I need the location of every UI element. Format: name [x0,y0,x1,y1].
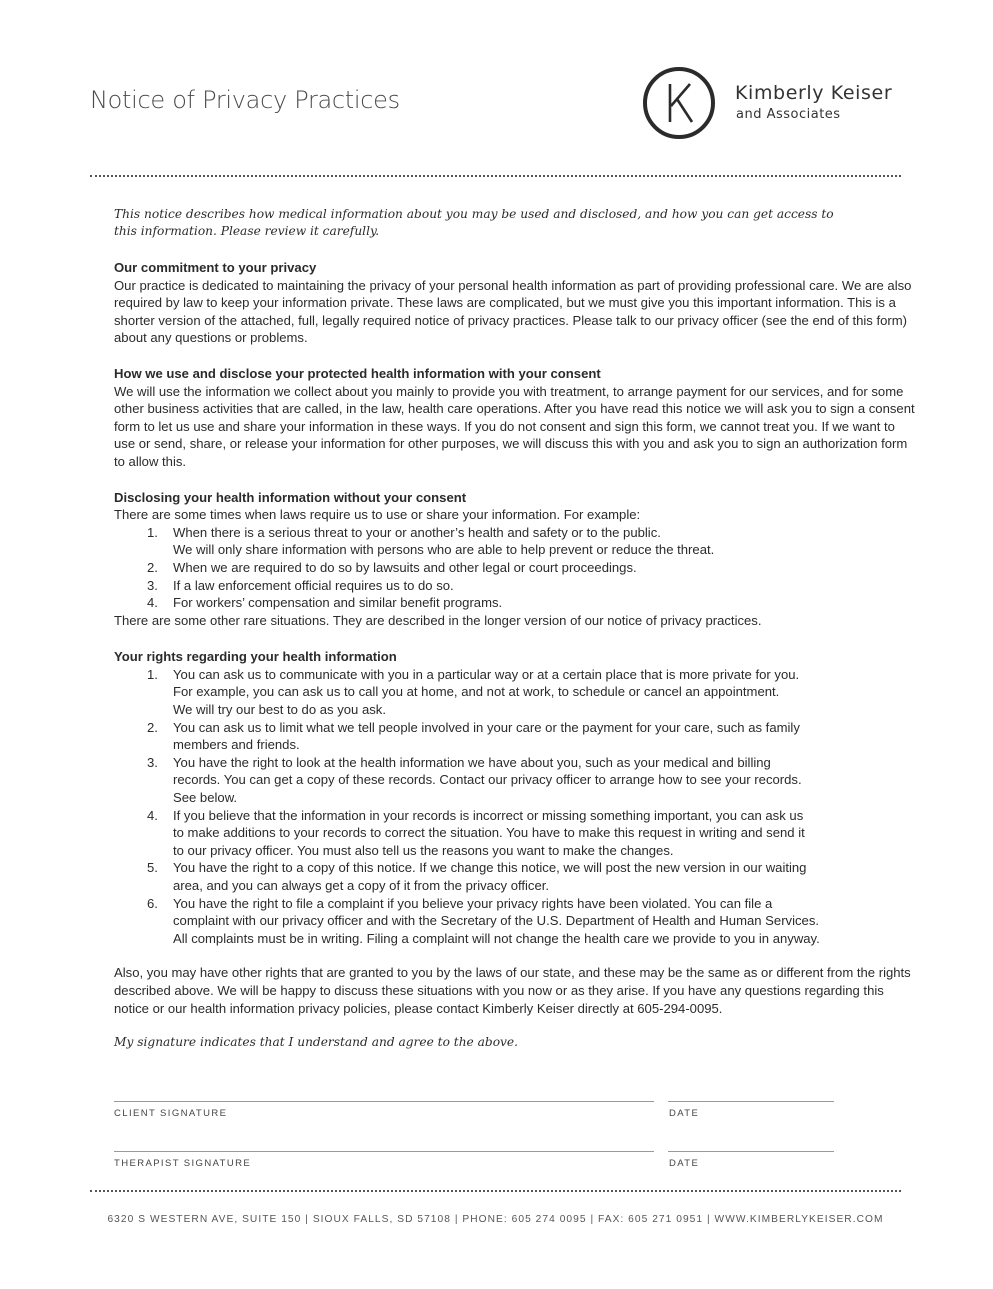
disclosure-list [114,524,919,612]
list-line: complaint with our privacy officer and with the Secretary of the U.S. Department of Health and Human Services. [173,913,820,929]
therapist-date-label: DATE [669,1158,700,1169]
list-line: All complaints must be in writing. Filing a complaint will not change the health care we provide to you in anyway. [173,930,820,946]
logo-subtitle: and Associates [736,107,841,122]
therapist-signature-line[interactable] [114,1151,654,1152]
intro-text: This notice describes how medical information about you may be used and disclosed, and how you can get access to this information. Please review it carefully. [114,207,834,238]
section-heading: How we use and disclose your protected health information with your consent [114,365,601,381]
section-rights [114,648,919,947]
client-signature-line[interactable] [114,1101,654,1102]
section-heading: Your rights regarding your health information [114,649,397,665]
list-number: 1. [147,524,158,540]
signature-note: My signature indicates that I understand and agree to the above. [114,1035,519,1050]
list-item [114,666,919,719]
section-heading: Our commitment to your privacy [114,260,317,275]
logo-k-icon [642,66,722,146]
list-item [114,719,919,754]
page-title: Notice of Privacy Practices [90,86,400,114]
section-heading: Disclosing your health information without your consent [114,489,467,505]
list-line: You have the right to file a complaint if you believe your privacy rights have been violated. You can file a [173,895,773,911]
list-line: members and friends. [173,737,300,753]
list-line: records. You can get a copy of these records. Contact our privacy officer to arrange how to see your records. [173,772,802,788]
list-number: 3. [147,577,158,593]
section-body: We will use the information we collect about you mainly to provide you with treatment, to arrange payment for our services, and for some other business activities that are called, in the law, health care operations. After you have read this notice we will ask you to sign a consent form to let us use and share your information in these ways. If you do not consent and sign this form, we cannot treat you. If we want to use or send, share, or release your information for other purposes, we will discuss this with you and ask you to sign an authorization form to allow this. [114,383,915,469]
list-line: If a law enforcement official requires us to do so. [173,577,454,593]
list-line: to our privacy officer. You must also tell us the reasons you want to make the changes. [173,842,674,858]
list-number: 2. [147,559,158,575]
list-line: When we are required to do so by lawsuits and other legal or court proceedings. [173,559,637,575]
list-line: For example, you can ask us to call you at home, and not at work, to schedule or cancel an appointment. [173,684,780,700]
list-number: 3. [147,754,158,770]
list-line: See below. [173,790,238,806]
closing-text: Also, you may have other rights that are granted to you by the laws of our state, and these may be the same as or different from the rights described above. We will be happy to discuss these situations with you now or as they arise. If you have any questions regarding this notice or our health information privacy policies, please contact Kimberly Keiser directly at 605-294-0095. [114,965,911,1016]
list-item [114,754,919,807]
list-item [114,859,919,894]
section-commitment [114,259,919,347]
list-item [114,524,919,559]
list-item [114,895,919,948]
notice-body [114,206,919,1052]
section-consent [114,365,919,471]
rights-list [114,666,919,948]
list-line: We will try our best to do as you ask. [173,702,386,718]
list-item [114,577,919,595]
footer-contact: 6320 S WESTERN AVE, SUITE 150 | SIOUX FALLS, SD 57108 | PHONE: 605 274 0095 | FAX: 605 271 0951 | WWW.KIMBERLYKEISER.COM [107,1214,884,1225]
client-date-label: DATE [669,1108,700,1119]
list-number: 1. [147,666,158,682]
list-line: You can ask us to communicate with you in a particular way or at a certain place that is more private for you. [173,666,800,682]
list-line: When there is a serious threat to your or another’s health and safety or to the public. [173,524,661,540]
section-lead: There are some times when laws require us to use or share your information. For example: [114,507,641,523]
list-number: 5. [147,860,158,876]
list-line: You have the right to look at the health information we have about you, such as your medical and billing [173,754,771,770]
logo-name: Kimberly Keiser [735,82,893,104]
list-number: 2. [147,719,158,735]
list-line: You can ask us to limit what we tell people involved in your care or the payment for your care, such as family [173,719,800,735]
list-item [114,559,919,577]
list-item [114,807,919,860]
therapist-date-line[interactable] [668,1151,834,1152]
list-number: 6. [147,895,158,911]
section-without-consent [114,489,919,630]
list-line: We will only share information with persons who are able to help prevent or reduce the threat. [173,542,715,558]
client-date-line[interactable] [668,1101,834,1102]
client-signature-label: CLIENT SIGNATURE [114,1108,228,1119]
top-divider [90,175,901,177]
list-line: If you believe that the information in your records is incorrect or missing something important, you can ask us [173,807,804,823]
list-line: to make additions to your records to correct the situation. You have to make this request in writing and send it [173,825,805,841]
list-line: area, and you can always get a copy of it from the privacy officer. [173,878,550,893]
list-number: 4. [147,595,158,611]
list-line: For workers’ compensation and similar benefit programs. [173,595,503,611]
list-number: 4. [147,807,158,823]
section-tail: There are some other rare situations. They are described in the longer version of our notice of privacy practices. [114,612,762,628]
list-item [114,594,919,612]
bottom-divider [90,1190,901,1192]
company-logo [642,66,912,142]
list-line: You have the right to a copy of this notice. If we change this notice, we will post the new version in our waiting [173,860,807,876]
section-body: Our practice is dedicated to maintaining the privacy of your personal health information as part of providing professional care. We are also required by law to keep your information private. These laws are complicated, but we must give you this important information. This is a shorter version of the attached, full, legally required notice of privacy practices. Please talk to our privacy officer (see the end of this form) about any questions or problems. [114,277,912,346]
therapist-signature-label: THERAPIST SIGNATURE [114,1158,252,1169]
